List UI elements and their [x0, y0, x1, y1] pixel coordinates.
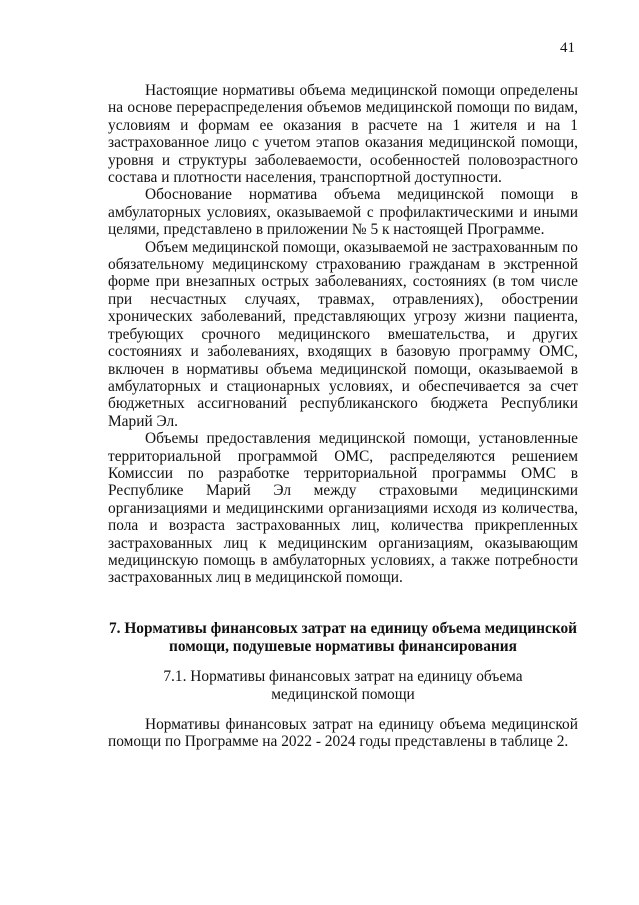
paragraph-ambulatory-justification: Обоснование норматива объема медицинской помощи в амбулаторных условиях, оказываемой с профилактическими и иными целями, представлено в приложении № 5 к настоящей Программе. [108, 186, 578, 239]
subsection-heading: 7.1. Нормативы финансовых затрат на единицу объема медицинской помощи [163, 668, 523, 703]
paragraph-uninsured-emergency: Объем медицинской помощи, оказываемой не застрахованным по обязательному медицинскому страхованию гражданам в экстренной форме при внезапных острых заболеваниях, состояниях (в том числе при несчастных случаях, травмах, отравлениях), обострении хронических заболеваний, представляющих угрозу жизни пациента, требующих срочного медицинского вмешательства, и других состояниях и заболеваниях, входящих в базовую программу ОМС, включен в нормативы объема медицинской помощи, оказываемой в амбулаторных и стационарных условиях, и обеспечивается за счет бюджетных ассигнований республиканского бюджета Республики Марий Эл. [108, 238, 578, 430]
section-heading: 7. Нормативы финансовых затрат на единицу объема медицинской помощи, подушевые нормативы финансирования [108, 620, 578, 655]
paragraph-volume-distribution: Объемы предоставления медицинской помощи, установленные территориальной программой ОМС, распределяются решением Комиссии по разработке территориальной программы ОМС в Республике Марий Эл между страховыми медицинскими организациями и медицинскими организациями исходя из количества, пола и возраста застрахованных лиц, количества прикрепленных застрахованных лиц к медицинским организациям, оказывающим медицинскую помощь в амбулаторных условиях, а также потребности застрахованных лиц в медицинской помощи. [108, 430, 578, 587]
paragraph-normative-basis: Настоящие нормативы объема медицинской помощи определены на основе перераспределения объемов медицинской помощи по видам, условиям и формам ее оказания в расчете на 1 жителя и на 1 застрахованное лицо с учетом этапов оказания медицинской помощи, уровня и структуры заболеваемости, особенностей половозрастного состава и плотности населения, транспортной доступности. [108, 82, 578, 187]
page-number: 41 [560, 40, 575, 56]
paragraph-financial-norms: Нормативы финансовых затрат на единицу объема медицинской помощи по Программе на 2022 - 2024 годы представлены в таблице 2. [108, 716, 578, 751]
body-text [108, 82, 578, 587]
